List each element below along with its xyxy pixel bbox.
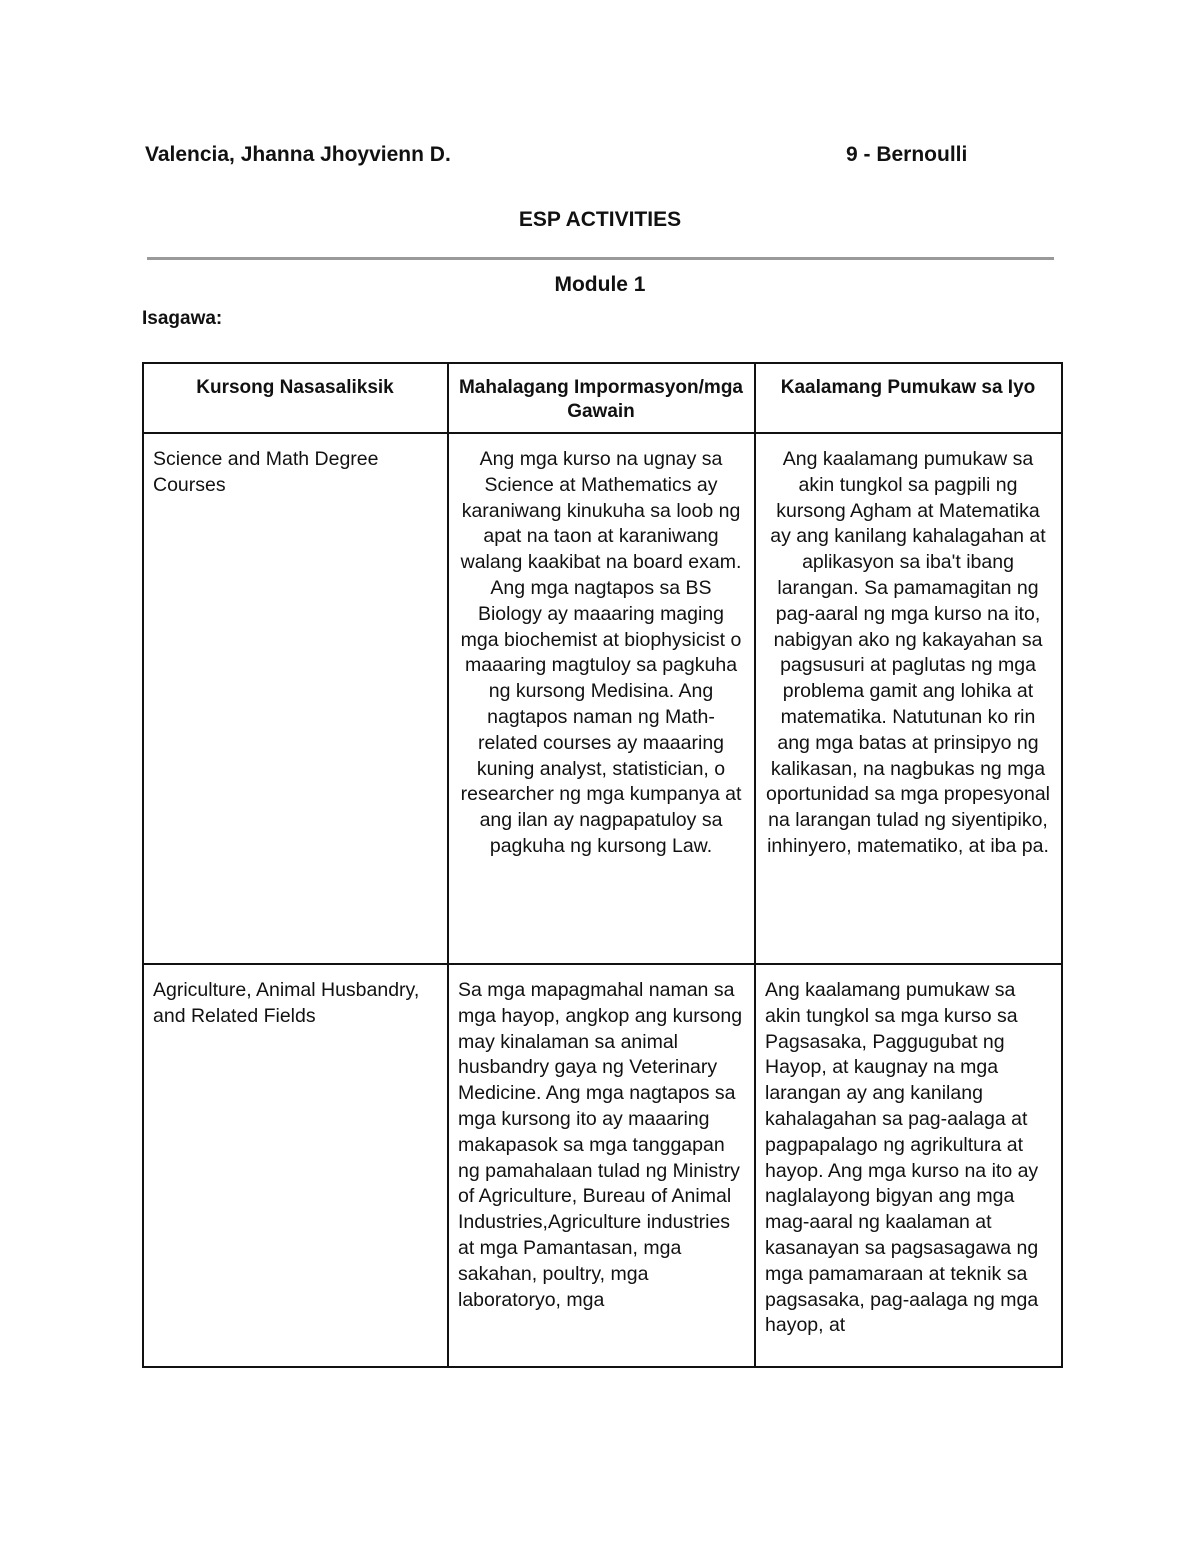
student-name: Valencia, Jhanna Jhoyvienn D. <box>145 143 451 166</box>
title-divider <box>147 257 1054 260</box>
document-title: ESP ACTIVITIES <box>518 208 682 231</box>
table-row <box>143 964 1062 1367</box>
table-row <box>143 433 1062 964</box>
section-label: Isagawa: <box>142 308 223 329</box>
course-cell: Agriculture, Animal Husbandry, and Related Fields <box>143 964 448 1367</box>
column-header: Mahalagang Impormasyon/mga Gawain <box>448 363 755 433</box>
table-header-row <box>143 363 1062 433</box>
column-header: Kursong Nasasaliksik <box>143 363 448 433</box>
grade-section: 9 - Bernoulli <box>846 143 968 166</box>
insight-cell: Ang kaalamang pumukaw sa akin tungkol sa mga kurso sa Pagsasaka, Paggugubat ng Hayop, at kaugnay na mga larangan ay ang kanilang kahalagahan sa pag-aalaga at pagpapalago ng agrikultura at hayop. Ang mga kurso na ito ay naglalayong bigyan ang mga mag-aaral ng kaalaman at kasanayan sa pagsasagawa ng mga pamamaraan at teknik sa pagsasaka, pag-aalaga ng mga hayop, at <box>755 964 1062 1367</box>
course-cell: Science and Math Degree Courses <box>143 433 448 964</box>
activity-table <box>142 362 1063 1368</box>
module-title: Module 1 <box>554 273 646 296</box>
info-cell: Ang mga kurso na ugnay sa Science at Mathematics ay karaniwang kinukuha sa loob ng apat na taon at karaniwang walang kaakibat na board exam. Ang mga nagtapos sa BS Biology ay maaaring maging mga biochemist at biophysicist o maaaring magtuloy sa pagkuha ng kursong Medisina. Ang nagtapos naman ng Math-related courses ay maaaring kuning analyst, statistician, o researcher ng mga kumpanya at ang ilan ay nagpapatuloy sa pagkuha ng kursong Law. <box>448 433 755 964</box>
insight-cell: Ang kaalamang pumukaw sa akin tungkol sa pagpili ng kursong Agham at Matematika ay ang kanilang kahalagahan at aplikasyon sa iba't ibang larangan. Sa pamamagitan ng pag-aaral ng mga kurso na ito, nabigyan ako ng kakayahan sa pagsusuri at paglutas ng mga problema gamit ang lohika at matematika. Natutunan ko rin ang mga batas at prinsipyo ng kalikasan, na nagbukas ng mga oportunidad sa mga propesyonal na larangan tulad ng siyentipiko, inhinyero, matematiko, at iba pa. <box>755 433 1062 964</box>
info-cell: Sa mga mapagmahal naman sa mga hayop, angkop ang kursong may kinalaman sa animal husbandry gaya ng Veterinary Medicine. Ang mga nagtapos sa mga kursong ito ay maaaring makapasok sa mga tanggapan ng pamahalaan tulad ng Ministry of Agriculture, Bureau of Animal Industries,Agriculture industries at mga Pamantasan, mga sakahan, poultry, mga laboratoryo, mga <box>448 964 755 1367</box>
column-header: Kaalamang Pumukaw sa Iyo <box>755 363 1062 433</box>
